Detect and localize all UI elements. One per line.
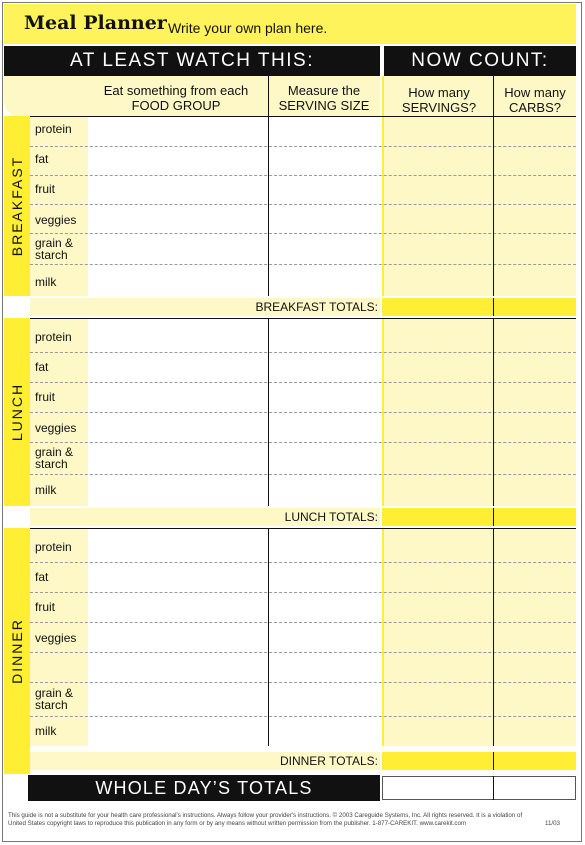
breakfast-label: BREAKFAST: [9, 155, 25, 257]
dinner-side-band: [4, 528, 30, 774]
whole-day-totals-label: WHOLE DAY’S TOTALS: [28, 775, 380, 801]
dinner-protein-label: protein: [35, 540, 72, 554]
lunch-fruit-label: fruit: [35, 390, 56, 404]
carbs-column-header: [494, 85, 576, 115]
carbs-header-line2: CARBS?: [508, 100, 562, 115]
dinner-milk-label: milk: [35, 724, 57, 738]
row-divider: [30, 146, 576, 147]
serving-size-header-line1: Measure the: [287, 83, 361, 98]
row-divider: [30, 682, 576, 683]
disclaimer: [8, 812, 568, 828]
breakfast-starch-label: starch: [35, 248, 68, 262]
lunch-totals-label: LUNCH TOTALS:: [30, 508, 380, 526]
breakfast-totals-cells: [382, 298, 576, 316]
row-divider: [30, 716, 576, 717]
dinner-starch-label: starch: [35, 698, 68, 712]
row-divider: [30, 204, 576, 205]
row-divider: [30, 652, 576, 653]
column-divider: [268, 76, 269, 116]
food-group-column-header: [86, 83, 266, 113]
column-divider: [493, 76, 494, 116]
column-divider: [493, 528, 494, 746]
breakfast-fruit-label: fruit: [35, 182, 56, 196]
row-divider: [30, 233, 576, 234]
column-divider: [493, 298, 494, 316]
row-divider: [30, 412, 576, 413]
servings-column-header: [384, 85, 494, 115]
row-divider: [30, 622, 576, 623]
row-divider: [30, 382, 576, 383]
column-divider: [268, 116, 269, 296]
breakfast-protein-label: protein: [35, 122, 72, 136]
lunch-label: LUNCH: [9, 382, 26, 442]
breakfast-milk-label: milk: [35, 275, 57, 289]
breakfast-side-band: [4, 116, 30, 296]
servings-header-line2: SERVINGS?: [401, 100, 477, 115]
breakfast-grain-label: grain &: [35, 236, 74, 250]
serving-size-header-line2: SERVING SIZE: [278, 98, 370, 113]
dinner-grain-label: grain &: [35, 686, 74, 700]
now-count-header: NOW COUNT:: [384, 46, 576, 76]
breakfast-totals-label: BREAKFAST TOTALS:: [30, 298, 380, 316]
column-divider: [268, 318, 269, 506]
food-group-header-line1: Eat something from each: [103, 83, 249, 98]
lunch-starch-label: starch: [35, 457, 68, 471]
lunch-protein-label: protein: [35, 330, 72, 344]
dinner-fat-label: fat: [35, 570, 49, 584]
column-divider: [493, 318, 494, 506]
lunch-top-rule: [30, 318, 576, 319]
row-divider: [30, 562, 576, 563]
column-divider: [493, 776, 494, 800]
breakfast-food-group-column: [30, 116, 88, 296]
row-divider: [30, 175, 576, 176]
whole-day-totals-cells: [382, 776, 576, 800]
dinner-count-column: [382, 528, 576, 746]
breakfast-fat-label: fat: [35, 152, 49, 166]
breakfast-top-rule: [30, 116, 576, 117]
lunch-totals-cells: [382, 508, 576, 526]
dinner-fruit-label: fruit: [35, 600, 56, 614]
column-divider: [493, 116, 494, 296]
row-divider: [30, 442, 576, 443]
carbs-header-line1: How many: [504, 85, 566, 100]
dinner-label: DINNER: [9, 618, 26, 684]
disclaimer-line2: United States copyright laws to reproduce this publication in any form or by any means without written permission from the publisher. 1-877-CAREKIT. www.carekit.com: [8, 820, 467, 827]
page-subtitle: Write your own plan here.: [168, 20, 328, 36]
page-title: Meal Planner: [24, 12, 167, 34]
servings-header-line1: How many: [408, 85, 470, 100]
row-divider: [30, 474, 576, 475]
breakfast-count-column: [382, 116, 576, 296]
serving-size-column-header: [268, 83, 380, 113]
watch-this-header: AT LEAST WATCH THIS:: [4, 46, 380, 76]
column-divider: [493, 508, 494, 526]
row-divider: [30, 352, 576, 353]
column-divider: [268, 528, 269, 746]
disclaimer-line1: This guide is not a substitute for your health care professional's instructions. Always follow your provider's instructions. © 2003 Careguide Systems, Inc. All rights reserved. It is a violation of: [8, 812, 523, 819]
row-divider: [30, 592, 576, 593]
column-divider: [493, 752, 494, 770]
dinner-totals-label: DINNER TOTALS:: [30, 752, 380, 770]
row-divider: [30, 264, 576, 265]
lunch-side-band: [4, 318, 30, 506]
lunch-fat-label: fat: [35, 360, 49, 374]
lunch-milk-label: milk: [35, 483, 57, 497]
version-code: 11/03: [544, 820, 560, 827]
dinner-veggies-label: veggies: [35, 631, 77, 645]
dinner-totals-cells: [382, 752, 576, 770]
lunch-veggies-label: veggies: [35, 421, 77, 435]
lunch-grain-label: grain &: [35, 445, 74, 459]
dinner-top-rule: [30, 528, 576, 529]
breakfast-veggies-label: veggies: [35, 213, 77, 227]
food-group-header-line2: FOOD GROUP: [131, 98, 221, 113]
